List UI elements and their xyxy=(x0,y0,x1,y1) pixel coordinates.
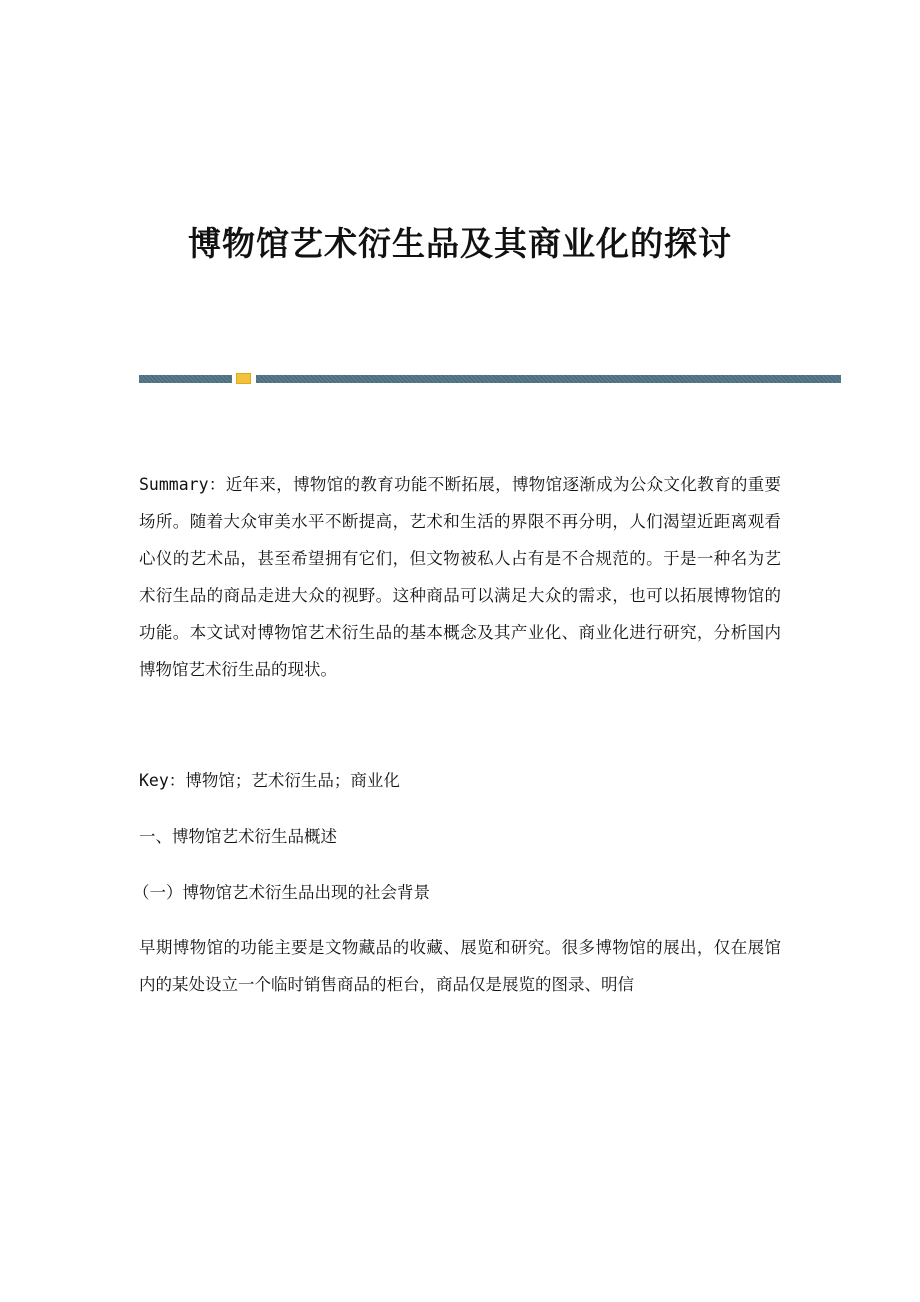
key-text: 博物馆；艺术衍生品；商业化 xyxy=(185,771,400,790)
key-label: Key： xyxy=(139,771,186,790)
divider-right xyxy=(256,375,841,383)
summary-paragraph xyxy=(139,466,781,688)
divider-left xyxy=(139,375,232,383)
divider-ornament-icon xyxy=(236,373,251,384)
document-title: 博物馆艺术衍生品及其商业化的探讨 xyxy=(188,224,732,263)
section-heading: 一、博物馆艺术衍生品概述 xyxy=(139,827,337,846)
paragraph-text: 早期博物馆的功能主要是文物藏品的收藏、展览和研究。很多博物馆的展出，仅在展馆内的某处设立一个临时销售商品的柜台，商品仅是展览的图录、明信 xyxy=(139,938,781,994)
subsection-heading: （一）博物馆艺术衍生品出现的社会背景 xyxy=(133,883,430,902)
abstract xyxy=(139,466,781,688)
keywords xyxy=(139,762,781,799)
body-paragraph xyxy=(139,929,781,1003)
summary-label: Summary： xyxy=(139,475,226,494)
summary-text: 近年来，博物馆的教育功能不断拓展，博物馆逐渐成为公众文化教育的重要场所。随着大众审美水平不断提高，艺术和生活的界限不再分明，人们渴望近距离观看心仪的艺术品，甚至希望拥有它们，但文物被私人占有是不合规范的。于是一种名为艺术衍生品的商品走进大众的视野。这种商品可以满足大众的需求，也可以拓展博物馆的功能。本文试对博物馆艺术衍生品的基本概念及其产业化、商业化进行研究，分析国内博物馆艺术衍生品的现状。 xyxy=(139,475,781,679)
